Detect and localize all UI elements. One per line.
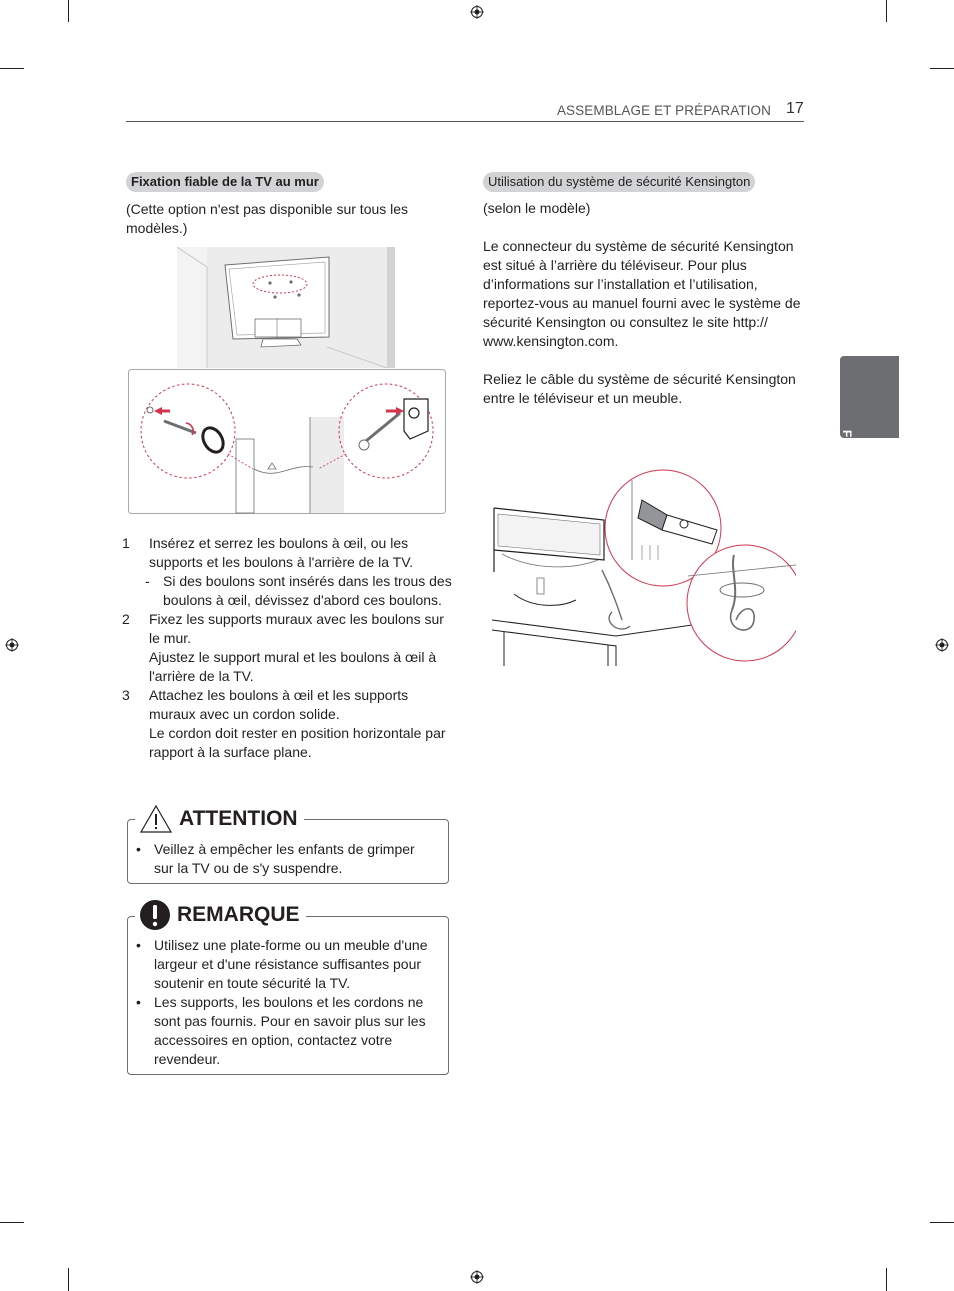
remarque-item: • Utilisez une plate-forme ou un meuble d'une largeur et d'une résistance suffisantes pour soutenir en toute sécurité la TV. bbox=[128, 936, 438, 993]
remarque-item: • Les supports, les boulons et les cordons ne sont pas fournis. Pour en savoir plus sur les accessoires en option, contactez votre revendeur. bbox=[128, 993, 438, 1069]
step-number: 3 bbox=[122, 687, 130, 703]
step-1-note: - Si des boulons sont insérés dans les trous des boulons à œil, dévissez d'abord ces boulons. bbox=[145, 573, 452, 608]
step-note-text: Si des boulons sont insérés dans les trous des boulons à œil, dévissez d'abord ces boulons. bbox=[163, 573, 452, 608]
kensington-model-note: (selon le modèle) bbox=[483, 200, 591, 216]
step-3 bbox=[122, 686, 452, 762]
kensington-description: Le connecteur du système de sécurité Kensington est situé à l’arrière du téléviseur. Pour plus d’informations sur l’installation et l’utilisation, reportez-vous au manuel fourni avec le système de sécurité Kensington ou consultez le site http:// www.kensington.com. bbox=[483, 238, 801, 349]
warning-triangle-icon bbox=[139, 804, 173, 834]
remarque-title bbox=[135, 899, 306, 931]
language-tab-label: FRANÇAIS bbox=[840, 430, 854, 496]
step-text: Fixez les supports muraux avec les boulons sur le mur. bbox=[149, 611, 444, 646]
remarque-list bbox=[128, 936, 438, 1069]
step-1 bbox=[122, 534, 452, 572]
attention-list bbox=[128, 840, 428, 878]
exclamation-circle-icon bbox=[139, 899, 171, 931]
registration-mark-left bbox=[5, 638, 19, 652]
step-number: 1 bbox=[122, 535, 130, 551]
step-extra-text: Ajustez le support mural et les boulons à œil à l'arrière de la TV. bbox=[149, 649, 437, 684]
header-divider bbox=[126, 121, 804, 122]
remarque-title-text: REMARQUE bbox=[177, 903, 300, 926]
registration-mark-bottom bbox=[470, 1270, 484, 1284]
step-text: Insérez et serrez les boulons à œil, ou les supports et les boulons à l'arrière de la TV. bbox=[149, 535, 414, 570]
installation-steps bbox=[122, 534, 452, 762]
step-text: Attachez les boulons à œil et les supports muraux avec un cordon solide. bbox=[149, 687, 409, 722]
language-tab bbox=[840, 356, 899, 496]
page-number: 17 bbox=[786, 100, 804, 117]
attention-title bbox=[135, 804, 304, 834]
registration-mark-right bbox=[935, 638, 949, 652]
step-number: 2 bbox=[122, 611, 130, 627]
section-heading-wall-mount: Fixation fiable de la TV au mur bbox=[126, 172, 324, 192]
kensington-lock-illustration bbox=[492, 460, 796, 666]
kensington-instruction: Reliez le câble du système de sécurité Kensington entre le téléviseur et un meuble. bbox=[483, 371, 796, 406]
step-extra-text: Le cordon doit rester en position horizontale par rapport à la surface plane. bbox=[149, 725, 446, 760]
section-heading-kensington: Utilisation du système de sécurité Kensington bbox=[483, 172, 755, 192]
step-2 bbox=[122, 610, 452, 686]
tv-back-wall-illustration bbox=[177, 247, 395, 368]
registration-mark-top bbox=[470, 5, 484, 19]
wall-mount-intro: (Cette option n'est pas disponible sur tous les modèles.) bbox=[126, 201, 409, 236]
attention-title-text: ATTENTION bbox=[179, 807, 298, 830]
attention-item: • Veillez à empêcher les enfants de grimper sur la TV ou de s'y suspendre. bbox=[128, 840, 428, 878]
section-header: ASSEMBLAGE ET PRÉPARATION bbox=[556, 103, 771, 118]
eye-bolt-bracket-illustration bbox=[128, 369, 446, 514]
